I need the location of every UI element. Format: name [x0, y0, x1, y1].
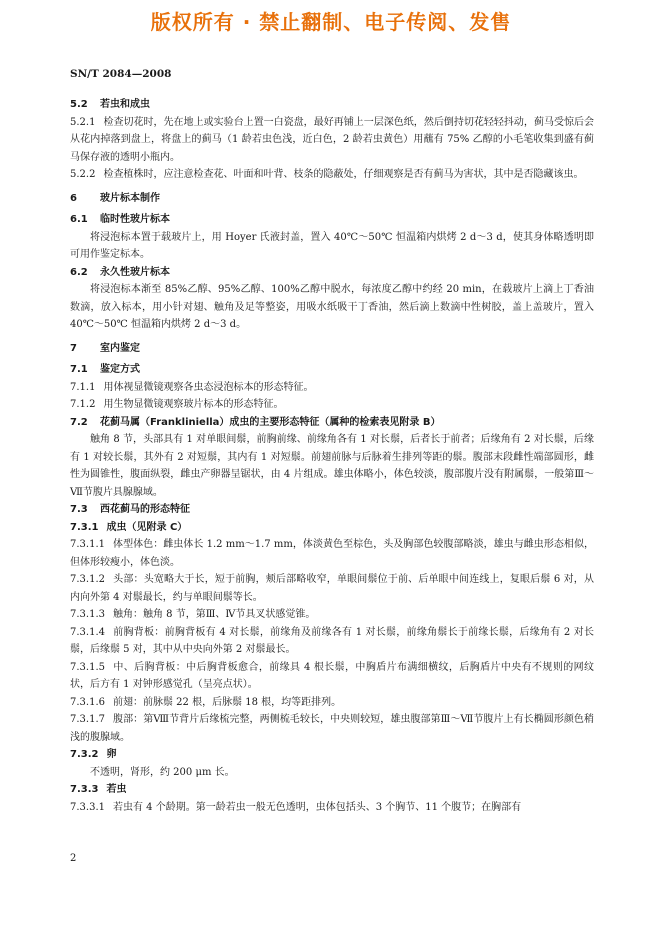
- copyright-banner: 版权所有 · 禁止翻制、电子传阅、发售: [150, 10, 512, 34]
- standard-number: SN/T 2084—2008: [70, 68, 172, 80]
- paragraph: [70, 281, 594, 334]
- section-number: 6.2: [70, 266, 88, 278]
- section-heading: [70, 361, 594, 379]
- paragraph: [70, 166, 594, 184]
- section-number: 5.2: [70, 99, 88, 110]
- section-title: 临时性玻片标本: [100, 214, 170, 225]
- section-title: 成虫（见附录 C）: [106, 521, 188, 533]
- section-heading: [70, 519, 594, 537]
- paragraph: [70, 606, 594, 624]
- paragraph: [70, 571, 594, 606]
- paragraph-text: 用体视显微镜观察各虫态浸泡标本的形态特征。: [103, 381, 314, 393]
- section-number: 7.1: [70, 364, 88, 375]
- section-heading: [70, 746, 594, 764]
- paragraph-text: 头部：头宽略大于长，短于前胸，颊后部略收窄，单眼间鬃位于前、后单眼中间连线上，复眼后鬃 6 对，从内向外第 4 对鬃最长，约与单眼间鬃等长。: [70, 574, 594, 603]
- paragraph: [70, 431, 594, 501]
- paragraph-text: 将浸泡标本渐至 85%乙醇、95%乙醇、100%乙醇中脱水，每浓度乙醇中约经 20 min，在载玻片上滴上丁香油数滴，放入标本，用小针对翅、触角及足等整姿，用吸水纸吸干丁香油，然后滴上数滴中性树胶，盖上盖玻片，置入 40℃～50℃ 恒温箱内烘烤 2 d～3 d。: [70, 284, 594, 330]
- clause-number: 7.3.1.1: [70, 539, 105, 550]
- paragraph: [70, 114, 594, 167]
- section-number: 7.3.2: [70, 749, 99, 760]
- section-title: 若虫和成虫: [100, 99, 150, 110]
- clause-number: 7.3.1.6: [70, 696, 105, 708]
- paragraph: [70, 229, 594, 264]
- paragraph-text: 检查植株时，应注意检查花、叶面和叶背、枝条的隐蔽处，仔细观察是否有蓟马为害状，其中是否隐藏该虫。: [103, 169, 584, 180]
- page-number: 2: [70, 853, 77, 864]
- section-title: 若虫: [106, 784, 127, 795]
- clause-number: 7.3.1.2: [70, 574, 105, 585]
- paragraph: [70, 659, 594, 694]
- paragraph: [70, 764, 594, 782]
- paragraph-text: 触角：触角 8 节，第Ⅲ、Ⅳ节具叉状感觉锥。: [113, 609, 316, 620]
- section-title: 室内鉴定: [100, 342, 140, 354]
- paragraph-text: 触角 8 节，头部具有 1 对单眼间鬃，前胸前缘、前缘角各有 1 对长鬃，后者长于前者；后缘角有 2 对长鬃，后缘有 1 对较长鬃，其外有 2 对短鬃，其内有 1 对短鬃。前翅前脉与后脉着生排列等距的鬃。腹部末段雌性端部圆形，雌性为圆锥性，腹面纵裂，雌虫产卵器呈锯状，由 4 片组成。雄虫体略小，体色较淡，腹部腹片没有附属鬃，一般第Ⅲ～Ⅶ节腹片具腺腺域。: [70, 434, 594, 498]
- clause-number: 7.1.2: [70, 399, 96, 410]
- section-heading: [70, 96, 594, 114]
- section-heading: [70, 781, 594, 799]
- section-title: 玻片标本制作: [100, 192, 160, 204]
- clause-number: 7.3.1.7: [70, 714, 105, 725]
- section-number: 7.2: [70, 416, 88, 428]
- clause-number: 5.2.2: [70, 169, 96, 180]
- clause-number: 7.3.1.4: [70, 626, 105, 638]
- section-number: 6: [70, 192, 77, 204]
- section-title: 花蓟马属（Frankliniella）成虫的主要形态特征（属种的检索表见附录 B）: [100, 416, 441, 428]
- paragraph: [70, 536, 594, 571]
- paragraph: [70, 379, 594, 397]
- clause-number: 5.2.1: [70, 116, 96, 128]
- paragraph-text: 不透明，肾形，约 200 μm 长。: [90, 766, 235, 778]
- paragraph: [70, 694, 594, 712]
- section-title: 卵: [106, 749, 117, 760]
- section-title: 西花蓟马的形态特征: [100, 504, 190, 515]
- clause-number: 7.1.1: [70, 381, 96, 393]
- section-number: 6.1: [70, 214, 88, 225]
- paragraph-text: 用生物显微镜观察玻片标本的形态特征。: [103, 399, 284, 410]
- paragraph-text: 前翅：前脉鬃 22 根，后脉鬃 18 根，均等距排列。: [113, 696, 342, 708]
- paragraph-text: 腹部：第Ⅷ节背片后缘梳完整，两侧梳毛较长，中央则较短，雄虫腹部第Ⅲ～Ⅶ节腹片上有长椭圆形颜色稍浅的腹腺域。: [70, 714, 594, 743]
- section-number: 7: [70, 342, 77, 354]
- paragraph-text: 若虫有 4 个龄期。第一龄若虫一般无色透明，虫体包括头、3 个胸节、11 个腹节；在胸部有: [113, 801, 522, 813]
- paragraph-text: 检查切花时，先在地上或实验台上置一白瓷盘，最好再铺上一层深色纸，然后倒持切花轻轻抖动，蓟马受惊后会从花内掉落到盘上，将盘上的蓟马（1 龄若虫色浅，近白色，2 龄若虫黄色）用蘸有 75% 乙醇的小毛笔收集到盛有蓟马保存液的透明小瓶内。: [70, 116, 594, 163]
- clause-number: 7.3.1.5: [70, 661, 105, 673]
- section-heading: [70, 211, 594, 229]
- section-title: 鉴定方式: [100, 364, 140, 375]
- clause-number: 7.3.1.3: [70, 609, 105, 620]
- paragraph-text: 中、后胸背板：中后胸背板愈合，前缘具 4 根长鬃，中胸盾片布满细横纹，后胸盾片中央有不规则的网纹状，后方有 1 对钟形感觉孔（呈亮点状）。: [70, 661, 594, 690]
- paragraph: [70, 799, 594, 817]
- paragraph-text: 体型体色：雌虫体长 1.2 mm～1.7 mm，体淡黄色至棕色，头及胸部色较腹部略淡，雄虫与雌虫形态相似，但体形较瘦小，体色淡。: [70, 539, 594, 568]
- paragraph-text: 前胸背板：前胸背板有 4 对长鬃，前缘角及前缘各有 1 对长鬃，前缘角鬃长于前缘长鬃，后缘角有 2 对长鬃，后缘鬃 5 对，其中从中央向外第 2 对鬃最长。: [70, 626, 594, 655]
- paragraph: [70, 624, 594, 659]
- section-title: 永久性玻片标本: [100, 266, 170, 278]
- clause-number: 7.3.3.1: [70, 801, 105, 813]
- section-heading: [70, 190, 594, 208]
- section-heading: [70, 414, 594, 432]
- section-number: 7.3.1: [70, 521, 99, 533]
- document-body: [70, 96, 594, 816]
- section-heading: [70, 340, 594, 358]
- section-number: 7.3.3: [70, 784, 99, 795]
- section-number: 7.3: [70, 504, 88, 515]
- paragraph: [70, 396, 594, 414]
- paragraph: [70, 711, 594, 746]
- section-heading: [70, 264, 594, 282]
- section-heading: [70, 501, 594, 519]
- paragraph-text: 将浸泡标本置于载玻片上，用 Hoyer 氏液封盖，置入 40℃～50℃ 恒温箱内烘烤 2 d～3 d，使其身体略透明即可用作鉴定标本。: [70, 231, 594, 260]
